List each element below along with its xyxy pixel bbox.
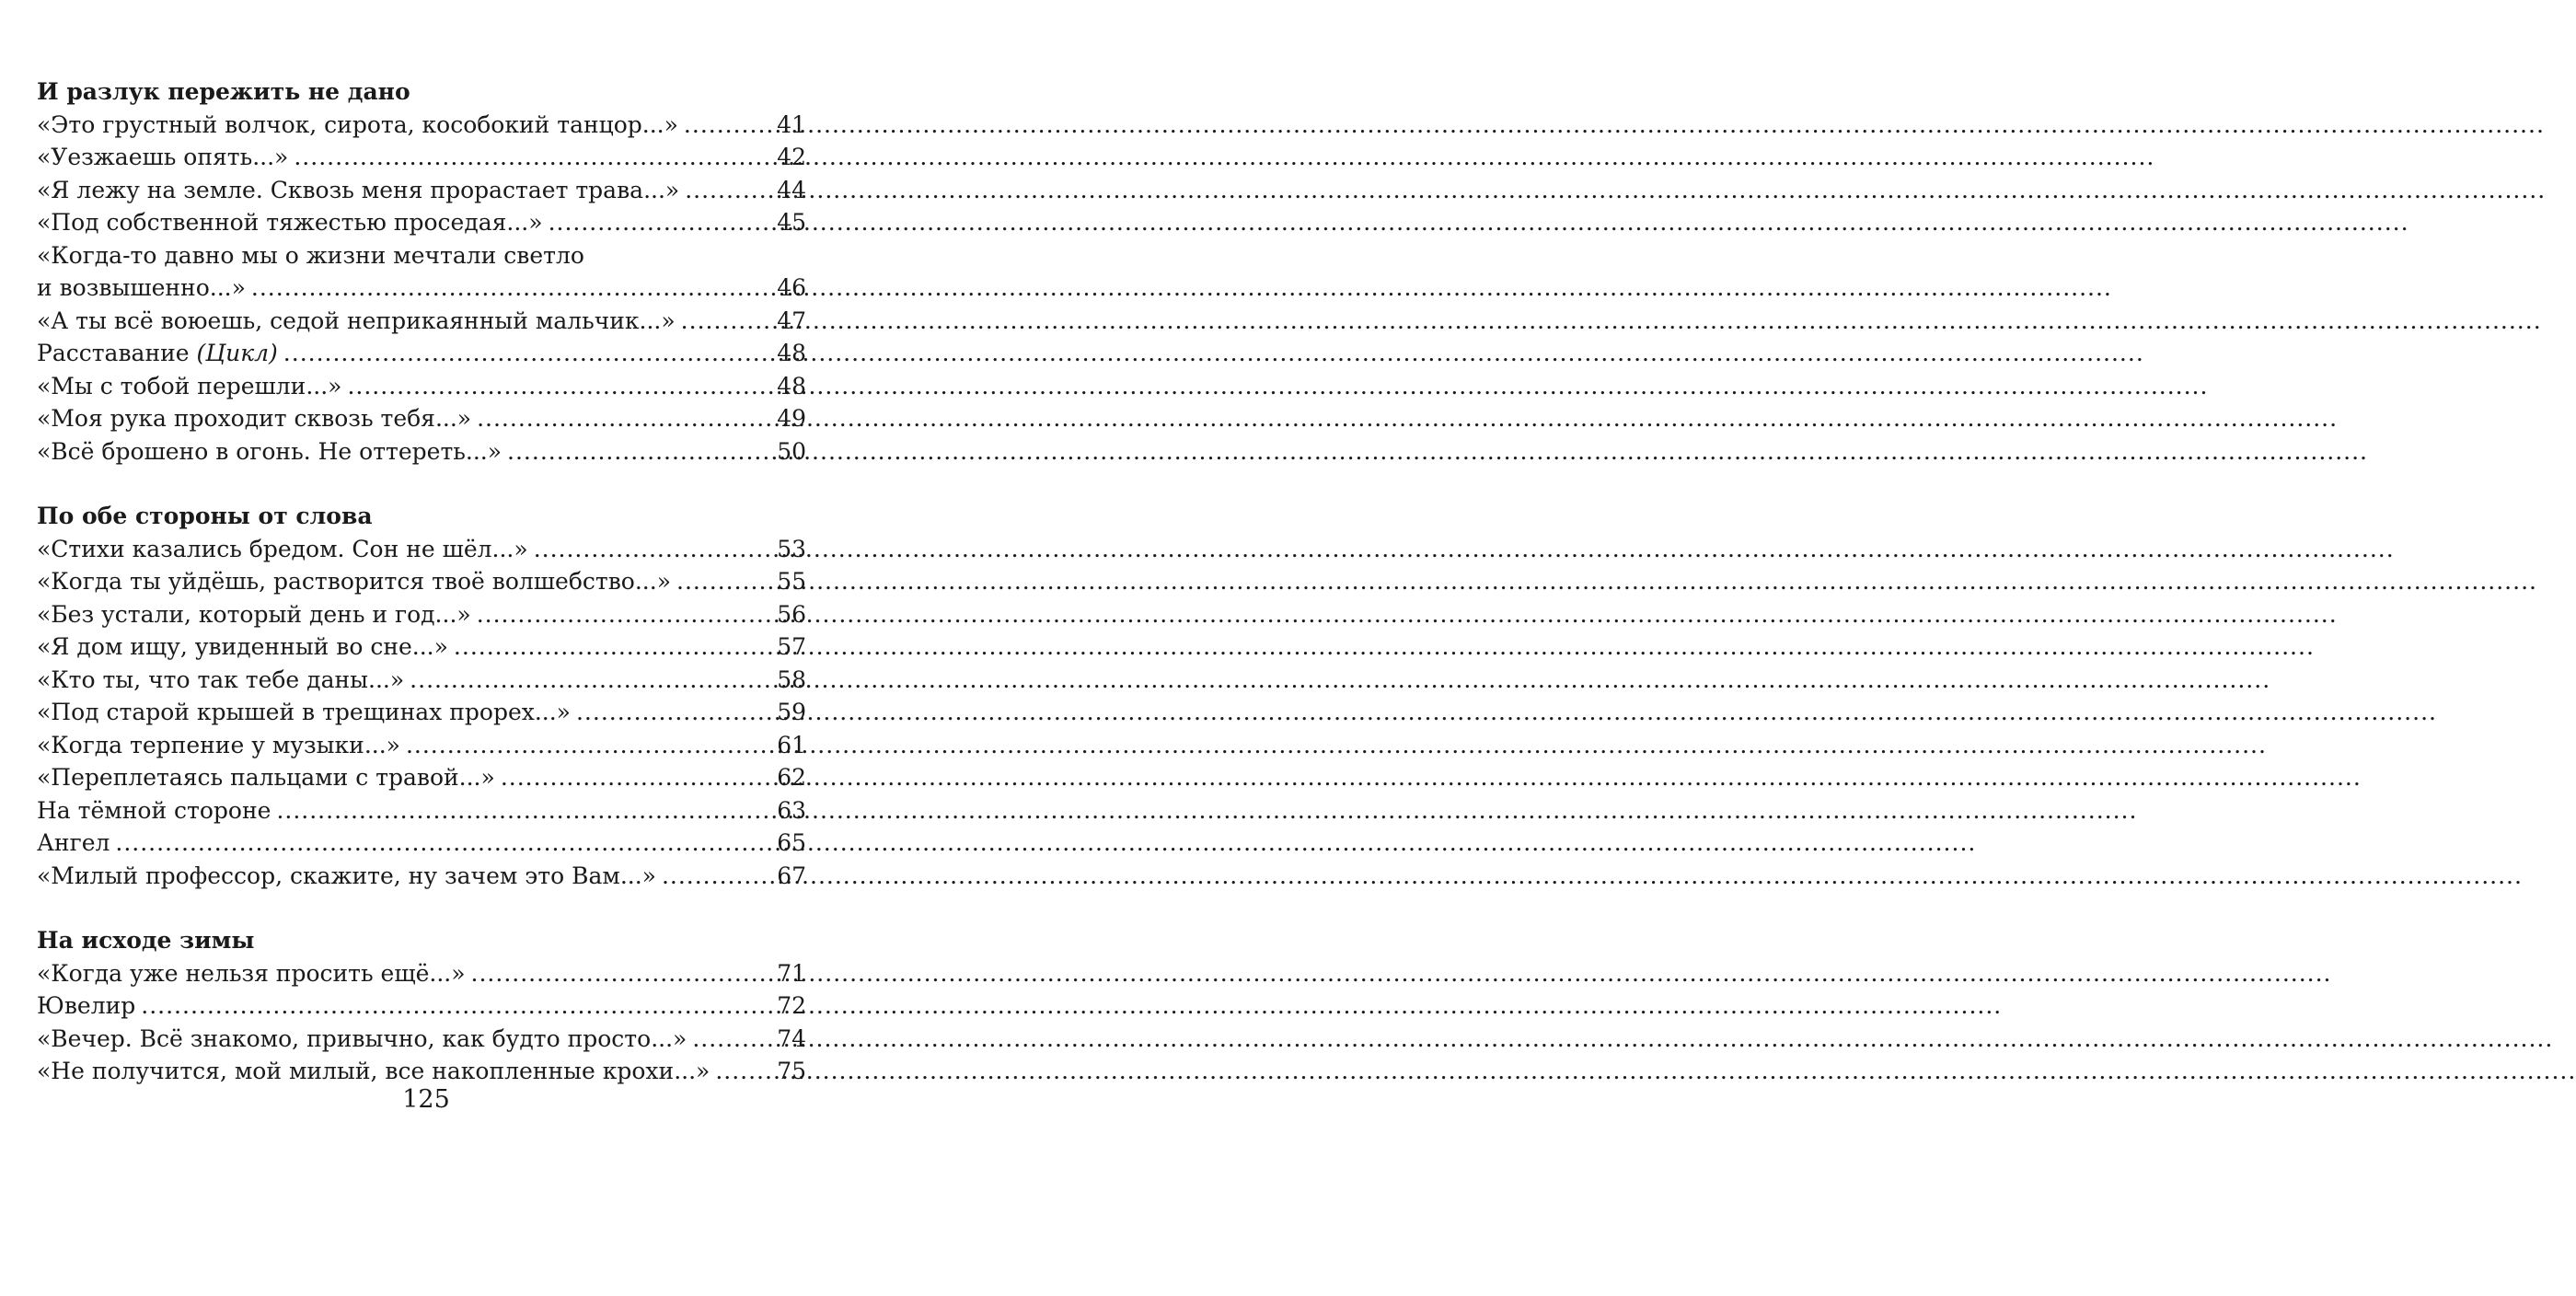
entry-page-number: 58: [777, 665, 806, 693]
dot-leader: [347, 370, 775, 403]
dot-leader: [283, 337, 775, 370]
entry-title: «Уезжаешь опять...»: [37, 144, 289, 170]
entry-title: «Всё брошено в огонь. Не оттереть...»: [37, 437, 502, 465]
entry-title: «Когда-то давно мы о жизни мечтали светло: [37, 241, 584, 269]
entry-title: «Я лежу на земле. Сквозь меня прорастает трава...»: [37, 176, 680, 203]
section-title: На исходе зимы: [37, 927, 255, 954]
dot-leader: [676, 565, 775, 598]
toc-entry[interactable]: [37, 370, 806, 403]
entry-title: «Не получится, мой милый, все накопленные крохи...»: [37, 1058, 710, 1084]
entry-page-number: 45: [777, 209, 806, 236]
dot-leader: [681, 305, 776, 338]
section-title: И разлук пережить не дано: [37, 78, 410, 105]
entry-page-number: 61: [777, 731, 806, 758]
entry-title: «Кто ты, что так тебе даны...»: [37, 665, 405, 693]
entry-page-number: 62: [777, 764, 806, 791]
dot-leader: [454, 631, 775, 664]
toc-entry[interactable]: [37, 761, 806, 794]
page-number: 125: [402, 1085, 450, 1114]
entry-title: «А ты всё воюешь, седой неприкаянный мальчик...»: [37, 307, 676, 334]
toc-entry[interactable]: [37, 239, 806, 305]
entry-title: «Моя рука проходит сквозь тебя...»: [37, 405, 472, 432]
toc-entry[interactable]: [37, 109, 806, 142]
entry-title: Ювелир: [37, 992, 136, 1019]
entry-title: «Под старой крышей в трещинах прорех...»: [37, 699, 571, 725]
entry-page-number: 56: [777, 600, 806, 628]
toc-entry[interactable]: [37, 305, 806, 338]
entry-page-number: 47: [777, 307, 806, 334]
toc-entry[interactable]: [37, 631, 806, 664]
entry-page-number: 71: [777, 959, 806, 987]
toc-entry[interactable]: [37, 696, 806, 729]
dot-leader: [115, 827, 775, 860]
entry-title: «Переплетаясь пальцами с травой...»: [37, 764, 495, 791]
toc-entry[interactable]: [37, 827, 806, 860]
toc-section: [37, 75, 806, 468]
dot-leader: [294, 141, 775, 174]
dot-leader: [410, 664, 775, 697]
entry-page-number: 46: [777, 274, 806, 301]
entry-title: Расставание: [37, 340, 190, 366]
entry-title-continuation: и возвышенно...»: [37, 274, 246, 301]
toc-entry[interactable]: [37, 729, 806, 762]
toc-entry[interactable]: [37, 664, 806, 697]
toc-entry[interactable]: [37, 206, 806, 239]
entry-title: «Милый профессор, скажите, ну зачем это Вам...»: [37, 862, 656, 889]
entry-page-number: 65: [777, 829, 806, 856]
toc-section: [37, 500, 806, 892]
toc-entry[interactable]: [37, 337, 806, 370]
dot-leader: [406, 729, 775, 762]
toc-entry[interactable]: [37, 860, 806, 893]
toc-entry[interactable]: [37, 598, 806, 631]
toc-entry[interactable]: [37, 794, 806, 827]
entry-page-number: 50: [777, 437, 806, 465]
dot-leader: [685, 174, 775, 207]
toc-entry[interactable]: [37, 957, 806, 990]
toc-entry[interactable]: [37, 435, 806, 469]
entry-page-number: 72: [777, 992, 806, 1019]
dot-leader: [549, 206, 776, 239]
dot-leader: [534, 533, 776, 566]
entry-note: (Цикл): [196, 340, 278, 366]
dot-leader: [276, 794, 775, 827]
table-of-contents: [37, 75, 806, 1120]
dot-leader: [477, 402, 775, 435]
entry-title: «Стихи казались бредом. Сон не шёл...»: [37, 535, 528, 562]
dot-leader: [501, 761, 775, 794]
entry-page-number: 42: [777, 144, 806, 170]
toc-entry[interactable]: [37, 174, 806, 207]
entry-title: Ангел: [37, 829, 110, 856]
dot-leader: [692, 1023, 775, 1056]
entry-page-number: 74: [777, 1024, 806, 1052]
entry-page-number: 63: [777, 796, 806, 824]
entry-page-number: 48: [777, 340, 806, 366]
entry-title-continuation-line: [37, 272, 806, 305]
entry-title: «Это грустный волчок, сирота, кособокий танцор...»: [37, 110, 678, 138]
entry-page-number: 57: [777, 633, 806, 660]
entry-title-group: [37, 337, 278, 370]
toc-entry[interactable]: [37, 533, 806, 566]
entry-page-number: 67: [777, 862, 806, 889]
dot-leader: [251, 272, 775, 305]
toc-entry[interactable]: [37, 989, 806, 1023]
entry-page-number: 53: [777, 535, 806, 562]
entry-title: «Мы с тобой перешли...»: [37, 372, 342, 399]
dot-leader: [507, 435, 775, 469]
entry-page-number: 49: [777, 405, 806, 432]
entry-title: «Когда ты уйдёшь, растворится твоё волшебство...»: [37, 568, 671, 595]
toc-entry[interactable]: [37, 565, 806, 598]
dot-leader: [684, 109, 775, 142]
entry-page-number: 55: [777, 568, 806, 595]
toc-entry[interactable]: [37, 1023, 806, 1056]
entry-title: «Когда терпение у музыки...»: [37, 731, 400, 758]
toc-entry[interactable]: [37, 402, 806, 435]
entry-title: «Без устали, который день и год...»: [37, 600, 471, 628]
dot-leader: [141, 989, 775, 1023]
entry-title: На тёмной стороне: [37, 796, 271, 824]
entry-title: «Под собственной тяжестью проседая...»: [37, 209, 543, 236]
entry-page-number: 44: [777, 176, 806, 203]
dot-leader: [662, 860, 775, 893]
entry-page-number: 48: [777, 372, 806, 399]
toc-section: [37, 924, 806, 1088]
entry-title: «Вечер. Всё знакомо, привычно, как будто просто...»: [37, 1024, 687, 1052]
entry-page-number: 75: [777, 1058, 806, 1084]
entry-title: «Я дом ищу, увиденный во сне...»: [37, 633, 448, 660]
dot-leader: [477, 598, 775, 631]
entry-page-number: 41: [777, 110, 806, 138]
dot-leader: [471, 957, 776, 990]
toc-entry[interactable]: [37, 141, 806, 174]
entry-title: «Когда уже нельзя просить ещё...»: [37, 959, 466, 987]
dot-leader: [576, 696, 775, 729]
entry-page-number: 59: [777, 699, 806, 725]
section-title: По обе стороны от слова: [37, 503, 373, 529]
